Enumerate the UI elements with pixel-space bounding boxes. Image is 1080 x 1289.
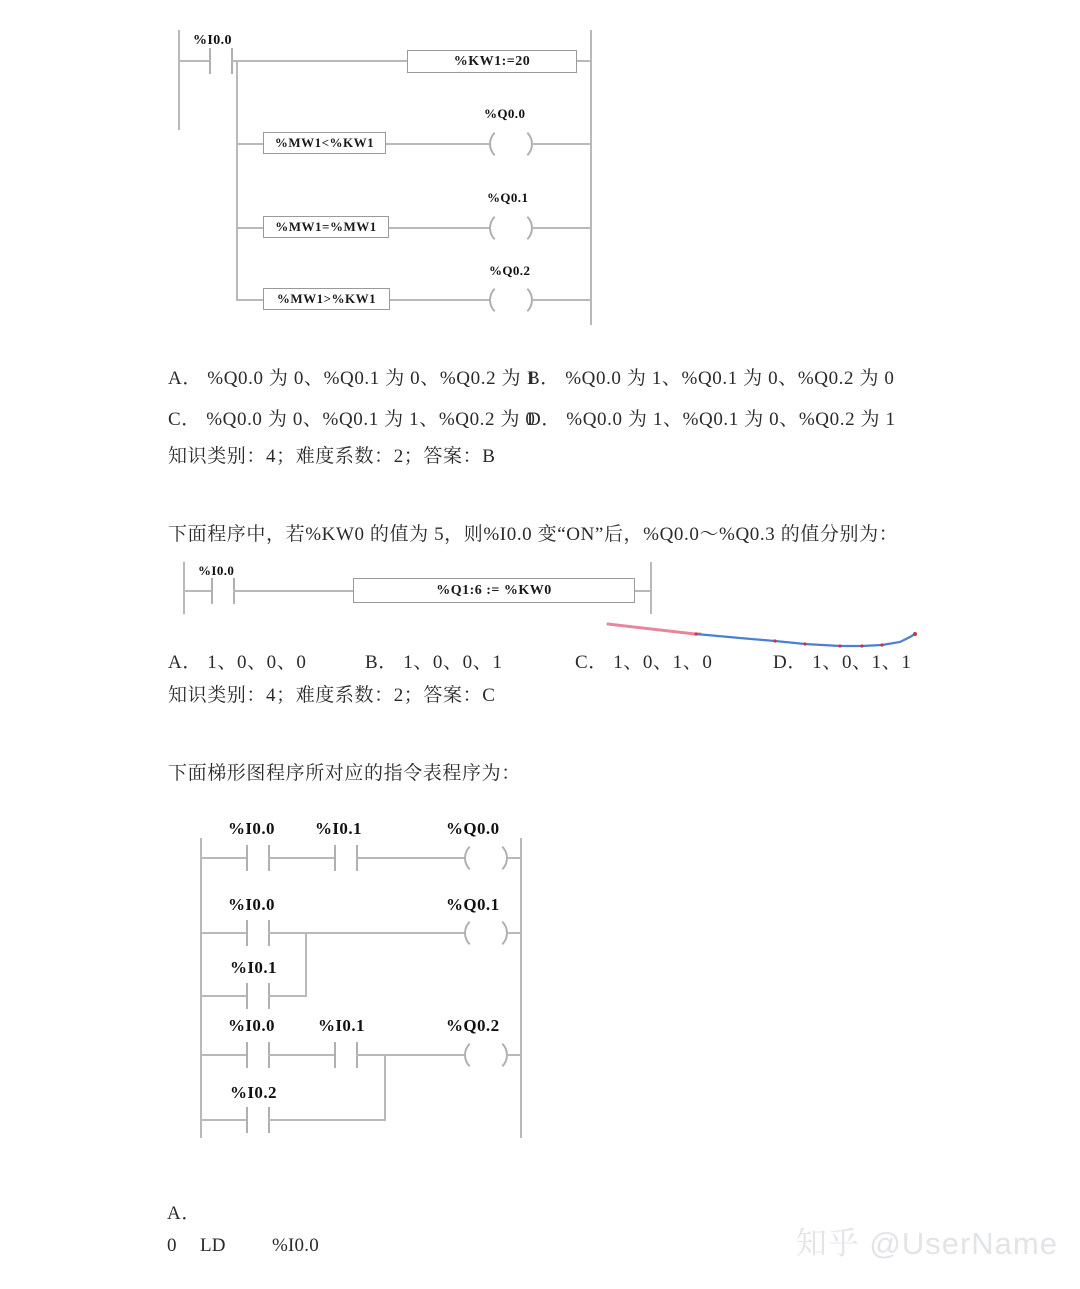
q2-option-d: D． 1、0、1、1 [773, 652, 912, 673]
q3-r2-coil-q01[interactable] [464, 916, 508, 950]
q3-option-a-label: A． [167, 1203, 201, 1224]
q3-right-power-rail [520, 838, 522, 1138]
q3-r3-branch-contact-i02[interactable] [246, 1107, 270, 1133]
q3-r3-branch-right-riser [384, 1054, 386, 1120]
q3-r3-branch-wire-b [268, 1119, 386, 1121]
q3-r3-contact-label-1: %I0.0 [228, 1016, 275, 1035]
instr-step-number: 0 [167, 1235, 177, 1256]
q3-stem: 下面梯形图程序所对应的指令表程序为： [168, 763, 521, 784]
q3-r1-contact-label-1: %I0.0 [228, 819, 275, 838]
q3-r3-branch-wire-a [200, 1119, 248, 1121]
q3-r2-contact-label-1: %I0.0 [228, 895, 275, 914]
q3-r3-wire-a [200, 1054, 248, 1056]
coil-label-q01: %Q0.1 [487, 190, 529, 205]
q3-r2-contact-i00[interactable] [246, 920, 270, 946]
q2-option-a: A． 1、0、0、0 [168, 652, 307, 673]
q3-r3-contact-i01[interactable] [334, 1042, 358, 1068]
q3-r2-branch-wire-b [268, 995, 307, 997]
q3-r2-branch-wire-a [200, 995, 248, 997]
q3-r1-wire-c [356, 857, 466, 859]
q3-r3-wire-b [268, 1054, 336, 1056]
cmp-block-mw1-lt-kw1[interactable]: %MW1<%KW1 [263, 132, 386, 154]
q3-r3-wire-c [356, 1054, 466, 1056]
q1-option-a: A． %Q0.0 为 0、%Q0.1 为 0、%Q0.2 为 1 [168, 368, 537, 389]
op-block-kw1-assign[interactable]: %KW1:=20 [407, 50, 577, 73]
instr-mnemonic: LD [200, 1235, 226, 1256]
q3-r2-coil-label: %Q0.1 [446, 895, 500, 914]
q1-option-d: D． %Q0.0 为 1、%Q0.1 为 0、%Q0.2 为 1 [527, 409, 896, 430]
q2-stem: 下面程序中，若%KW0 的值为 5，则%I0.0 变“ON”后，%Q0.0～%Q0.3 的值分别为： [168, 524, 899, 545]
q3-r2-branch-label: %I0.1 [230, 958, 277, 977]
q3-r3-contact-label-2: %I0.1 [318, 1016, 365, 1035]
q3-r1-wire-a [200, 857, 248, 859]
zhihu-watermark: 知乎 @UserName [795, 1226, 1058, 1261]
contact-label-i00: %I0.0 [193, 33, 232, 48]
q2-op-block-q1-assign[interactable]: %Q1:6 := %KW0 [353, 578, 635, 603]
q3-r2-wire-a [200, 932, 248, 934]
q3-r3-coil-q02[interactable] [464, 1038, 508, 1072]
q3-r3-coil-label: %Q0.2 [446, 1016, 500, 1035]
q3-r1-contact-i00[interactable] [246, 845, 270, 871]
q3-r3-contact-i00[interactable] [246, 1042, 270, 1068]
q3-r1-coil-q00[interactable] [464, 841, 508, 875]
q3-r2-wire-b [268, 932, 466, 934]
instr-operand: %I0.0 [272, 1235, 319, 1256]
q2-option-c: C． 1、0、1、0 [575, 652, 713, 673]
q1-option-b: B． %Q0.0 为 1、%Q0.1 为 0、%Q0.2 为 0 [527, 368, 895, 389]
q3-r3-wire-d [507, 1054, 521, 1056]
q2-option-b: B． 1、0、0、1 [365, 652, 503, 673]
q2-meta-answer: 知识类别：4；难度系数：2；答案：C [168, 685, 496, 706]
q1-option-c: C． %Q0.0 为 0、%Q0.1 为 1、%Q0.2 为 0 [168, 409, 536, 430]
q3-r2-branch-right-riser [305, 932, 307, 996]
q3-r2-branch-left-riser [200, 932, 202, 996]
q3-r1-contact-i01[interactable] [334, 845, 358, 871]
q3-r1-contact-label-2: %I0.1 [315, 819, 362, 838]
coil-label-q00: %Q0.0 [484, 106, 526, 121]
q2-contact-label-i00: %I0.0 [198, 563, 235, 578]
coil-label-q02: %Q0.2 [489, 263, 531, 278]
q1-meta-answer: 知识类别：4；难度系数：2；答案：B [168, 446, 496, 467]
q3-r2-branch-contact-i01[interactable] [246, 983, 270, 1009]
cmp-block-mw1-gt-kw1[interactable]: %MW1>%KW1 [263, 288, 390, 310]
q3-r1-wire-b [268, 857, 336, 859]
cmp-block-mw1-eq-mw1[interactable]: %MW1=%MW1 [263, 216, 389, 238]
q3-r1-wire-d [507, 857, 521, 859]
q3-r1-coil-label: %Q0.0 [446, 819, 500, 838]
q3-r3-branch-label: %I0.2 [230, 1083, 277, 1102]
q3-r3-branch-left-riser [200, 1054, 202, 1120]
q3-r2-wire-c [507, 932, 521, 934]
